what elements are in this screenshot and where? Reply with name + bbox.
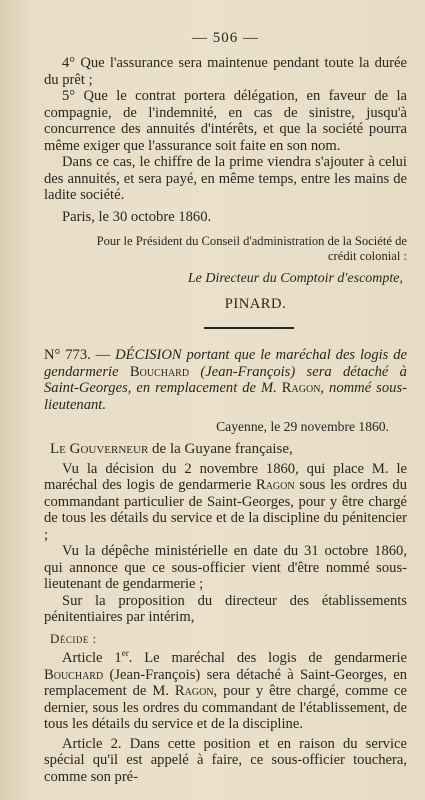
paragraph-clause-4: 4° Que l'assurance sera maintenue pendant toute la durée du prêt ; — [44, 55, 407, 88]
paragraph-clause-5: 5° Que le contrat portera délégation, en faveur de la compagnie, de l'indemnité, en cas de sinistre, jusqu'à concurrence des annuités d'intérêts, et que la société pourra même exiger que l'assurance soit faite en son nom. — [44, 88, 407, 154]
governor-line — [44, 441, 407, 458]
consideration-1-b: sous les ordres du commandant particulier de Saint-Georges, pour y être chargé de tous les détails du service et de la discipline du pénitencier ; — [44, 477, 407, 543]
article-1-label: Article 1 — [62, 650, 122, 666]
decision-heading — [44, 347, 407, 413]
decision-mid: (Jean-François) sera détaché à Saint-Georges, en remplacement de M. — [44, 363, 407, 396]
article-1-c: , pour y être chargé, comme ce dernier, sous les ordres du commandant de l'établissement, de tous les détails du service et de la discipline. — [44, 683, 408, 732]
article-1-name-bouchard: Bouchard — [44, 666, 104, 683]
signature-preamble: Pour le Président du Conseil d'administration de la Société de crédit colonial : — [96, 234, 407, 263]
decide-heading: Décide : — [50, 630, 97, 646]
page-number: — 506 — — [192, 30, 259, 46]
article-2: Article 2. Dans cette position et en raison du service spécial qu'il est appelé à faire, ce sous-officier touchera, comme son pré- — [44, 735, 407, 785]
consideration-1-name: Ragon — [255, 477, 295, 493]
signature-name: PINARD. — [224, 296, 287, 312]
article-1-b: (Jean-François) sera détaché à Saint-Georges, en remplacement de M. — [44, 666, 407, 699]
article-1-sup: er — [121, 648, 129, 659]
governor-rest: de la Guyane française, — [148, 441, 293, 457]
decision-number: N° 773. — — [44, 347, 116, 363]
paragraph-premium: Dans ce cas, le chiffre de la prime viendra s'ajouter à celui des annuités, et sera payé, en même temps, entre les mains de ladite société. — [44, 154, 407, 203]
article-1-a: . Le maréchal des logis de gendarmerie — [128, 650, 407, 666]
date-cayenne: Cayenne, le 29 novembre 1860. — [216, 419, 389, 434]
governor-title: Le Gouverneur — [50, 441, 149, 457]
consideration-2: Vu la dépêche ministérielle en date du 31 octobre 1860, qui annonce que ce sous-officier vient d'être nommé sous-lieutenant de gendarmerie ; — [44, 543, 407, 592]
decision-name-bouchard: Bouchard — [129, 363, 190, 380]
article-1-name-ragon: Ragon — [174, 683, 214, 699]
date-paris: Paris, le 30 octobre 1860. — [62, 208, 212, 225]
article-1 — [44, 650, 407, 733]
signature-role: Le Directeur du Comptoir d'escompte, — [187, 271, 403, 286]
section-divider — [204, 327, 294, 329]
decision-name-ragon: Ragon — [281, 380, 321, 396]
consideration-1-a: Vu la décision du 2 novembre 1860, qui place M. le maréchal des logis de gendarmerie — [44, 460, 407, 493]
decision-title: DÉCISION portant que le maréchal des logis de gendarmerie — [44, 347, 407, 380]
consideration-3: Sur la proposition du directeur des établissements pénitentiaires par intérim, — [44, 592, 407, 625]
consideration-1 — [44, 461, 407, 544]
decision-end: , nommé sous-lieutenant. — [44, 380, 407, 413]
